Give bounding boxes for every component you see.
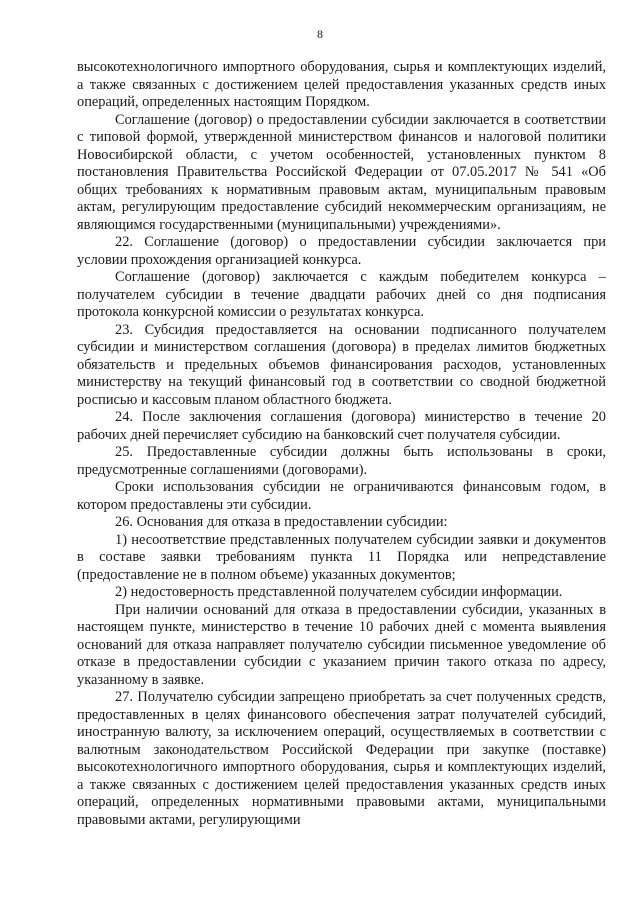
paragraph: Сроки использования субсидии не ограничиваются финансовым годом, в котором предоставлены эти субсидии. — [77, 479, 606, 513]
paragraph: 23. Субсидия предоставляется на основании подписанного получателем субсидии и министерством соглашения (договора) в пределах лимитов бюджетных обязательств и предельных объемов финансирования расходов, установленных министерству на текущий финансовый год в соответствии со сводной бюджетной росписью и кассовым планом областного бюджета. — [77, 321, 606, 408]
paragraph: 27. Получателю субсидии запрещено приобретать за счет полученных средств, предоставленных в целях финансового обеспечения затрат получателей субсидий, иностранную валюту, за исключением операций, осуществляемых в соответствии с валютным законодательством Российской Федерации при закупке (поставке) высокотехнологичного импортного оборудования, сырья и комплектующих изделий, а также связанных с достижением целей предоставления указанных средств иных операций, определенных нормативными правовыми актами, муниципальными правовыми актами, регулирующими — [77, 689, 606, 828]
paragraph: 22. Соглашение (договор) о предоставлении субсидии заключается при условии прохождения организацией конкурса. — [77, 234, 606, 268]
paragraph: 2) недостоверность представленной получателем субсидии информации. — [115, 584, 563, 600]
paragraph: 25. Предоставленные субсидии должны быть использованы в сроки, предусмотренные соглашениями (договорами). — [77, 444, 606, 478]
page-number: 8 — [317, 27, 323, 41]
paragraph: 1) несоответствие представленных получателем субсидии заявки и документов в составе заявки требованиям пункта 11 Порядка или непредставление (предоставление не в полном объеме) указанных документов; — [77, 531, 606, 583]
paragraph: 24. После заключения соглашения (договора) министерство в течение 20 рабочих дней перечисляет субсидию на банковский счет получателя субсидии. — [77, 409, 606, 443]
paragraph: Соглашение (договор) о предоставлении субсидии заключается в соответствии с типовой формой, утвержденной министерством финансов и налоговой политики Новосибирской области, с учетом особенностей, установленных пунктом 8 постановления Правительства Российской Федерации от 07.05.2017 № 541 «Об общих требованиях к нормативным правовым актам, муниципальным правовым актам, регулирующим предоставление субсидий некоммерческим организациям, не являющимся государственными (муниципальными) учреждениями». — [77, 111, 606, 233]
paragraph: Соглашение (договор) заключается с каждым победителем конкурса – получателем субсидии в течение двадцати рабочих дней со дня подписания протокола конкурсной комиссии о результатах конкурса. — [77, 269, 606, 320]
document-body — [77, 59, 606, 829]
paragraph: При наличии оснований для отказа в предоставлении субсидии, указанных в настоящем пункте, министерство в течение 10 рабочих дней с момента выявления оснований для отказа направляет получателю субсидии письменное уведомление об отказе в предоставлении субсидии с указанием причин такого отказа по адресу, указанному в заявке. — [77, 601, 606, 688]
paragraph: 26. Основания для отказа в предоставлении субсидии: — [115, 514, 448, 530]
paragraph: высокотехнологичного импортного оборудования, сырья и комплектующих изделий, а также связанных с достижением целей предоставления указанных средств иных операций, определенных настоящим Порядком. — [77, 59, 606, 110]
